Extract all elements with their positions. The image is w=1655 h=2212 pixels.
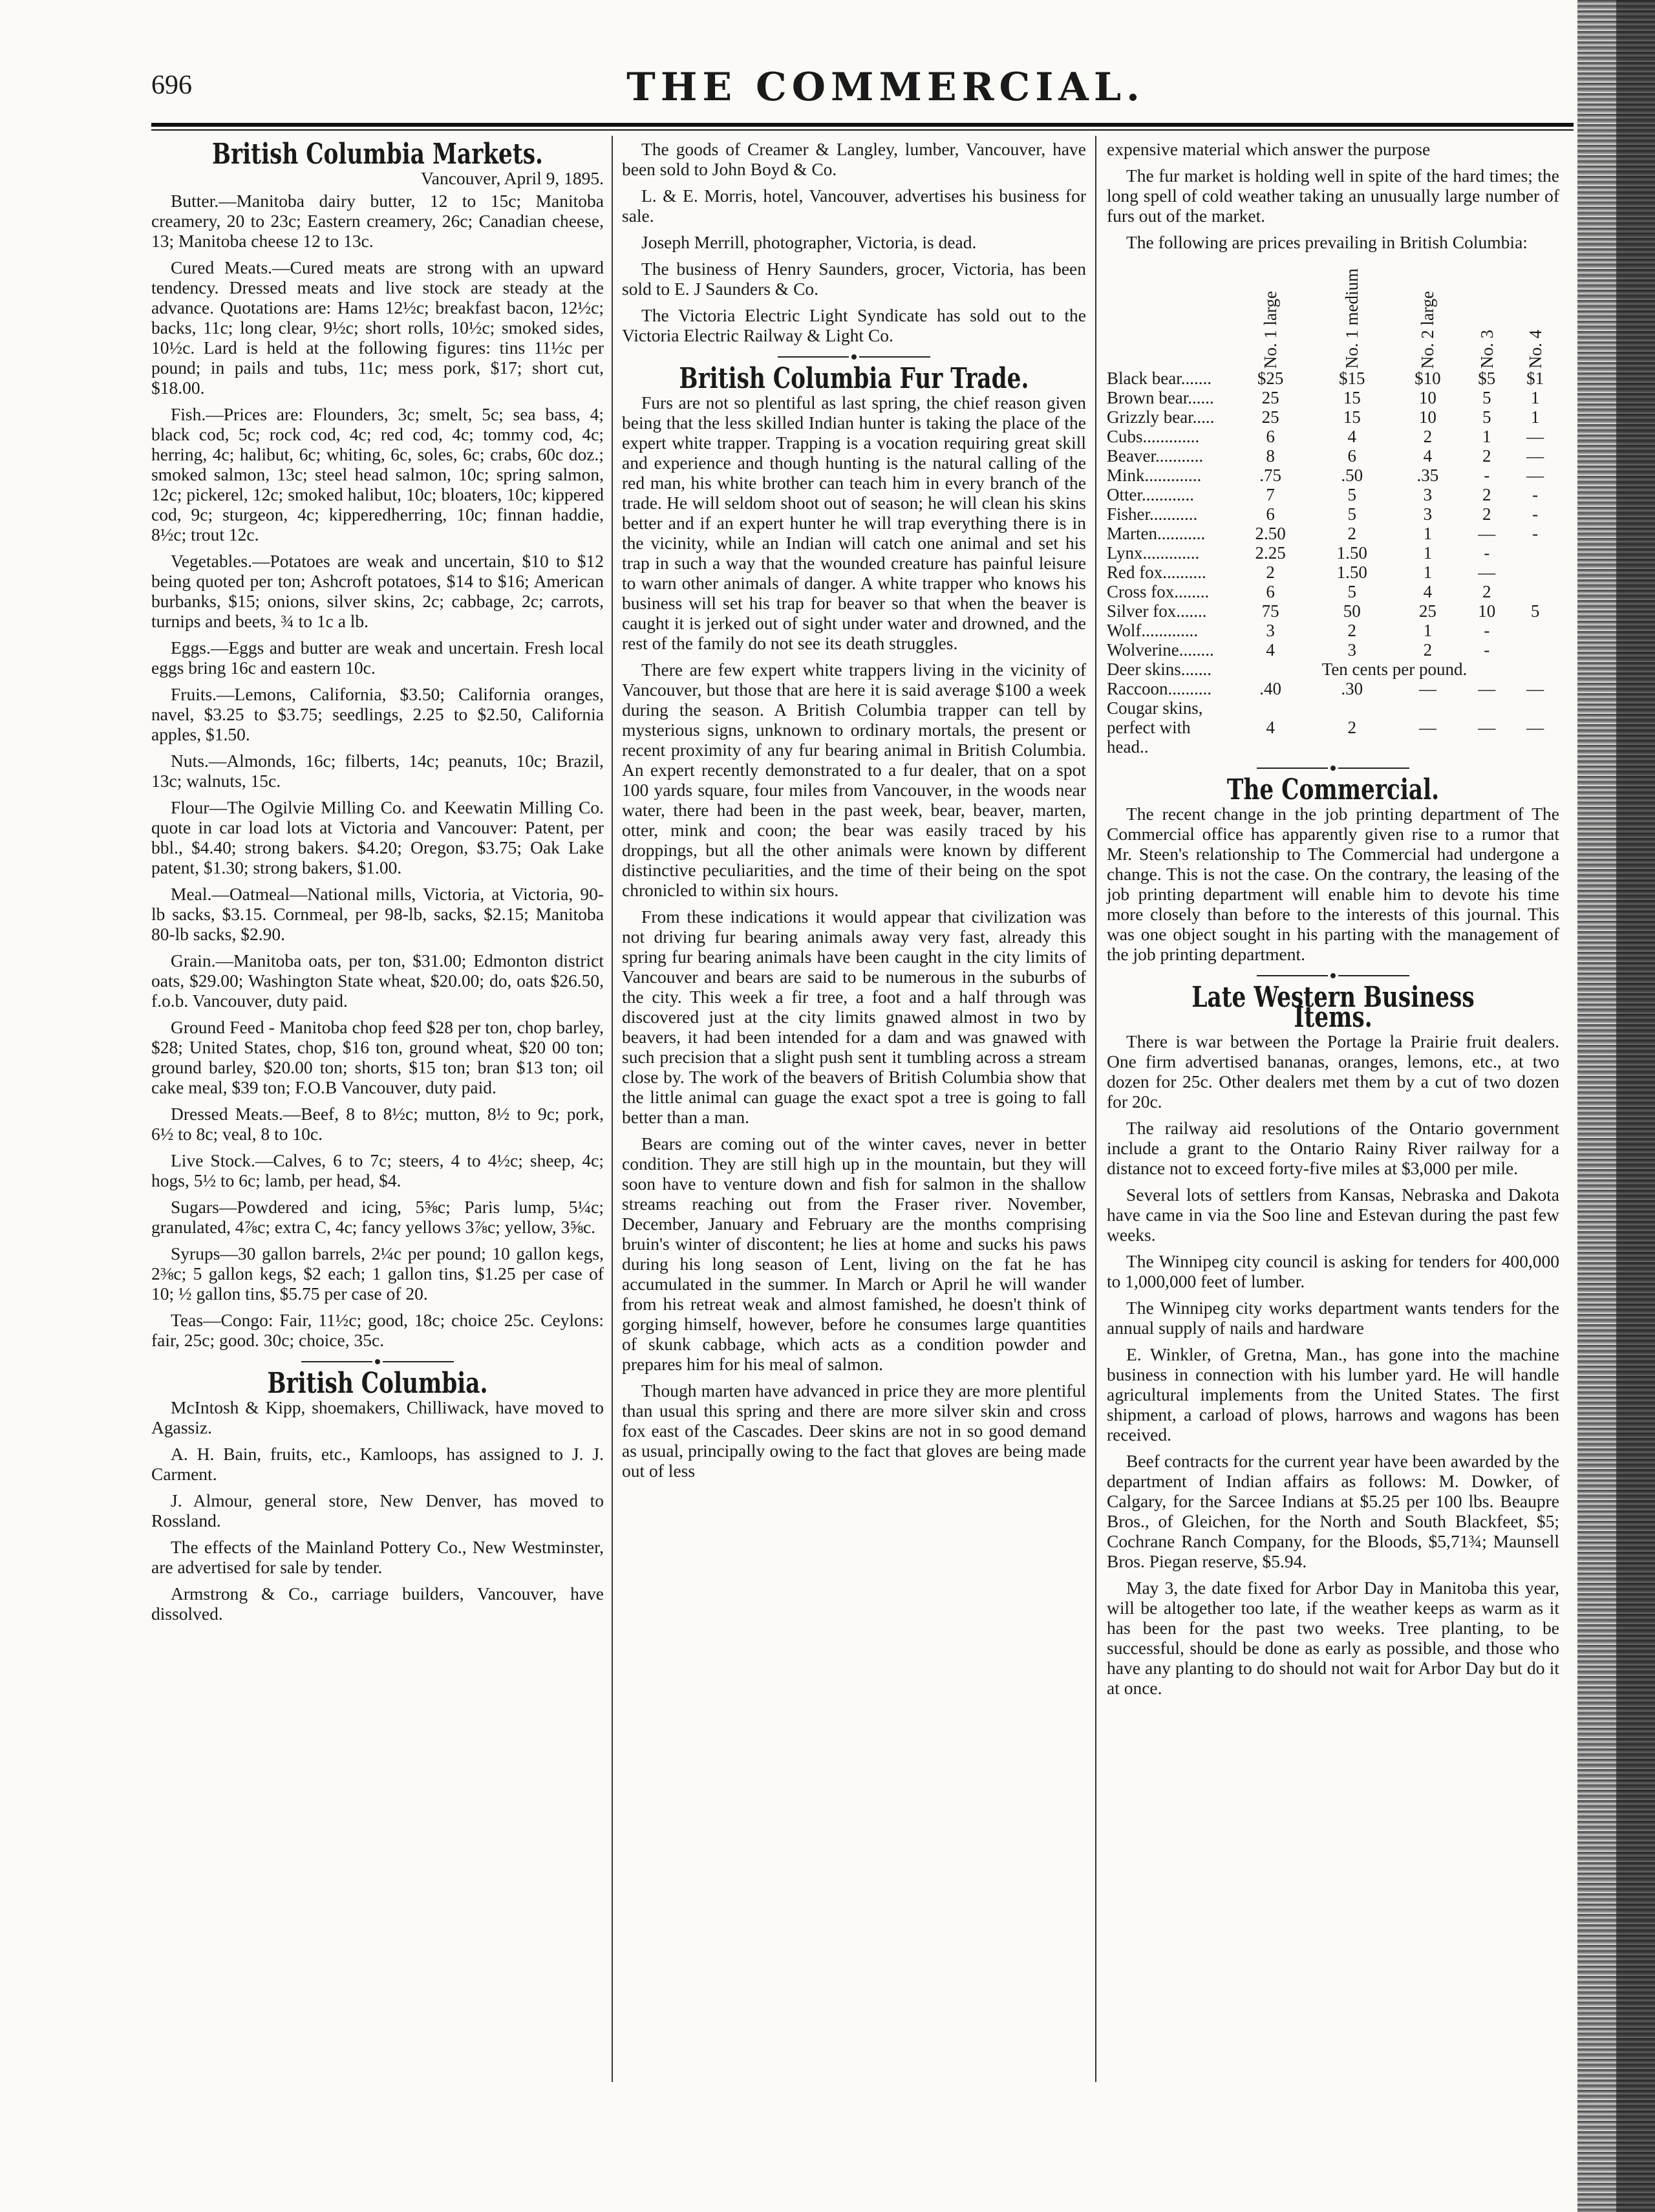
paragraph: Vegetables.—Potatoes are weak and uncertain, $10 to $12 being quoted per ton; Ashcroft potatoes, $14 to $16; American burbanks, $15; onions, silver skins, 2c; cabbage, 2c; carrots, turnips and beets, ¾ to 1c a lb. [151, 551, 604, 631]
paragraph: There is war between the Portage la Prairie fruit dealers. One firm advertised bananas, oranges, lemons, etc., at two dozen for 25c. Other dealers met them by a cut of two dozen for 20c. [1107, 1031, 1559, 1111]
paragraph: Furs are not so plentiful as last spring, the chief reason given being that the less skilled Indian hunter is taking the place of the expert white trapper. Trapping is a vocation requiring great skill and experience and though hunting is the natural calling of the red man, his white brother can teach him in every branch of the trade. He will seldom shoot out of season; he will clean his skins better and if an expert hunter he will trap everything there is in the vicinity, while an Indian will catch one animal and set his trap in such a way that the wounded creature has painful leisure to warn other animals of danger. A white trapper who knows his business will set his trap for beaver so that when the beaver is caught it is jerked out of sight under water and drowned, and the rest of the family do not see its death struggles. [622, 392, 1086, 653]
page-number: 696 [151, 70, 192, 100]
paragraph: There are few expert white trappers living in the vicinity of Vancouver, but those that are here it is said average $100 a week during the season. A British Columbia trapper can tell by mysterious signs, unknown to ordinary mortals, the present or recent proximity of any fur bearing animal in British Columbia. An expert recently demonstrated to a fur dealer, that on a spot 100 yards square, four miles from Vancouver, in the woods near water, there had been in the past week, bear, beaver, marten, otter, mink and coon; the bear was easily traced by his droppings, but all the other animals were known by different distinctive peculiarities, and the time of their being on the spot chronicled to within six hours. [622, 660, 1086, 900]
table-row: Mink............. .75 .50 .35 - — [1107, 466, 1544, 485]
paragraph: The goods of Creamer & Langley, lumber, Vancouver, have been sold to John Boyd & Co. [622, 139, 1086, 179]
column-2 [622, 139, 1086, 1487]
paragraph: Eggs.—Eggs and butter are weak and uncertain. Fresh local eggs bring 16c and eastern 10c. [151, 638, 604, 678]
paragraph: The railway aid resolutions of the Ontario government include a grant to the Ontario Rainy River railway for a distance not to exceed forty-five miles at $3,000 per mile. [1107, 1118, 1559, 1178]
table-row: Red fox.......... 2 1.50 1 — [1107, 563, 1496, 582]
table-row: Beaver........... 8 6 4 2 — [1107, 446, 1544, 466]
paragraph: Dressed Meats.—Beef, 8 to 8½c; mutton, 8½ to 9c; pork, 6½ to 8c; veal, 8 to 10c. [151, 1104, 604, 1144]
column-1 [151, 139, 604, 1630]
fur-price-table [1107, 259, 1559, 757]
paragraph: Teas—Congo: Fair, 11½c; good, 18c; choice 25c. Ceylons: fair, 25c; good. 30c; choice, 35c. [151, 1310, 604, 1350]
paragraph: Cured Meats.—Cured meats are strong with an upward tendency. Dressed meats and live stock are steady at the advance. Quotations are: Hams 12½c; breakfast bacon, 12½c; backs, 11c; long clear, 9½c; short rolls, 10½c; smoked sides, 10½c. Lard is held at the following figures: tins 11½c per pound; in pails and tubs, 11c; mess pork, $17; short cut, $18.00. [151, 257, 604, 398]
paragraph: Fruits.—Lemons, California, $3.50; California oranges, navel, $3.25 to $3.75; seedlings, 2.25 to $2.50, California apples, $1.50. [151, 684, 604, 744]
paragraph: J. Almour, general store, New Denver, has moved to Rossland. [151, 1490, 604, 1530]
paragraph: Armstrong & Co., carriage builders, Vancouver, have dissolved. [151, 1584, 604, 1624]
table-row: Grizzly bear..... 25 15 10 5 1 [1107, 407, 1540, 427]
page-edge-shadow [1616, 0, 1655, 2212]
table-row: Fisher........... 6 5 3 2 - [1107, 504, 1539, 524]
paragraph: May 3, the date fixed for Arbor Day in Manitoba this year, will be altogether too late, if the weather keeps as warm as it has been for the past two weeks. Tree planting, to be successful, should be done as early as possible, and those who have any planting to do should not wait for Arbor Day but do it at once. [1107, 1578, 1559, 1698]
table-header: No. 3 [1477, 330, 1497, 369]
section-separator [622, 354, 1086, 360]
table-row: Cougar skins, perfect with head.. 4 2 — — — [1107, 698, 1544, 757]
paragraph: McIntosh & Kipp, shoemakers, Chilliwack, have moved to Agassiz. [151, 1397, 604, 1437]
table-row: Brown bear...... 25 15 10 5 1 [1107, 388, 1540, 407]
paragraph: E. Winkler, of Gretna, Man., has gone into the machine business in connection with his lumber yard. He will handle agricultural implements from the United States. The first shipment, a carload of plows, harrows and wagons has been received. [1107, 1344, 1559, 1444]
paragraph: The Winnipeg city works department wants tenders for the annual supply of nails and hardware [1107, 1298, 1559, 1338]
paragraph: From these indications it would appear that civilization was not driving fur bearing animals away very fast, already this spring fur bearing animals have been caught in the city limits of Vancouver and bears are said to be numerous in the suburbs of the city. This week a fir tree, a foot and a half through was discovered just at the city limits gnawed almost in two by beavers, it had been intended for a dam and was gnawed with such precision that a slight push sent it tumbling across a stream close by. The work of the beavers of British Columbia show that the little animal can guage the exact spot a tree is going to fall better than a man. [622, 907, 1086, 1127]
column-divider [612, 136, 613, 2082]
paragraph: expensive material which answer the purpose [1107, 139, 1431, 159]
paragraph: Nuts.—Almonds, 16c; filberts, 14c; peanuts, 10c; Brazil, 13c; walnuts, 15c. [151, 751, 604, 791]
table-row: Wolf............. 3 2 1 - [1107, 621, 1490, 640]
section-separator [151, 1359, 604, 1364]
section-heading: British Columbia Markets. [211, 138, 544, 171]
table-row: Marten........... 2.50 2 1 — - [1107, 524, 1539, 543]
table-header: No. 1 medium [1342, 268, 1362, 369]
paragraph: The business of Henry Saunders, grocer, Victoria, has been sold to E. J Saunders & Co. [622, 259, 1086, 299]
masthead: THE COMMERCIAL. [626, 65, 1145, 110]
paragraph: Ground Feed - Manitoba chop feed $28 per ton, chop barley, $28; United States, chop, $16 ton, ground wheat, $20 00 ton; ground barley, $20.00 ton; shorts, $15 ton; bran $13 ton; oil cake meal, $39 ton; F.O.B Vancouver, duty paid. [151, 1017, 604, 1097]
paragraph: Fish.—Prices are: Flounders, 3c; smelt, 5c; sea bass, 4; black cod, 5c; rock cod, 4c; red cod, 4c; tommy cod, 4c; herring, 4c; halibut, 6c; whiting, 6c, soles, 6c; crabs, 60c doz.; smoked salmon, 13c; steel head salmon, 10c; spring salmon, 12c; pickerel, 12c; smoked halibut, 10c; bloaters, 10c; kippered cod, 9c; sturgeon, 4c; kipperedherring, 10c; finnan haddie, 8½c; trout 12c. [151, 404, 604, 544]
paragraph: L. & E. Morris, hotel, Vancouver, advertises his business for sale. [622, 186, 1086, 226]
table-row: Cubs............. 6 4 2 1 — [1107, 427, 1544, 446]
table-row: Otter............ 7 5 3 2 - [1107, 485, 1539, 504]
table-header: No. 4 [1525, 330, 1545, 369]
paragraph: Bears are coming out of the winter caves, never in better condition. They are still high up in the mountain, but they will soon have to venture down and fish for salmon in the shallow streams reaching out from the Fraser river. November, December, January and February are the months comprising bruin's winter of discontent; he lies at home and sucks his paws during his long season of Lent, living on the fat he has accumulated in the summer. In March or April he will wander from his retreat weak and almost famished, he doesn't think of gorging himself, however, before he consumes large quantities of skunk cabbage, which acts as a condition powder and prepares him for his meal of salmon. [622, 1133, 1086, 1374]
paragraph: The Victoria Electric Light Syndicate has sold out to the Victoria Electric Railway & Light Co. [622, 305, 1086, 345]
paragraph: The Winnipeg city council is asking for tenders for 400,000 to 1,000,000 feet of lumber. [1107, 1251, 1559, 1291]
table-header-row [1107, 259, 1559, 369]
paragraph: The recent change in the job printing department of The Commercial office has apparently given rise to a rumor that Mr. Steen's relationship to The Commercial had undergone a change. This is not the case. On the contrary, the leasing of the job printing department will enable him to devote his time more closely than before to the interests of this journal. This was one object sought in his parting with the management of the job printing department. [1107, 804, 1559, 964]
column-3 [1107, 139, 1559, 1704]
paragraph: The following are prices prevailing in British Columbia: [1126, 232, 1528, 252]
section-separator [1107, 766, 1559, 771]
paragraph: The fur market is holding well in spite of the hard times; the long spell of cold weather taking an unusually large number of furs out of the market. [1107, 166, 1559, 226]
paragraph: Flour—The Ogilvie Milling Co. and Keewatin Milling Co. quote in car load lots at Victoria and Vancouver: Patent, per bbl., $4.40; strong bakers. $4.20; Oregon, $3.75; Oak Lake patent, $1.30; strong bakers, $1.00. [151, 797, 604, 877]
paragraph: Live Stock.—Calves, 6 to 7c; steers, 4 to 4½c; sheep, 4c; hogs, 5½ to 6c; lamb, per head, $4. [151, 1150, 604, 1190]
paragraph: Sugars—Powdered and icing, 5⅝c; Paris lump, 5¼c; granulated, 4⅞c; extra C, 4c; fancy yellows 3⅞c; yellow, 3⅝c. [151, 1197, 604, 1237]
table-row: Black bear....... $25 $15 $10 $5 $1 [1107, 369, 1544, 388]
paragraph: Butter.—Manitoba dairy butter, 12 to 15c; Manitoba creamery, 20 to 23c; Eastern creamery, 26c; Canadian cheese, 13; Manitoba cheese 12 to 13c. [151, 191, 604, 251]
paragraph: Beef contracts for the current year have been awarded by the department of Indian affairs as follows: M. Dowker, of Calgary, for the Sarcee Indians at $5.25 per 100 lbs. Beaupre Bros., of Gleichen, for the North and South Blackfeet, $5; Cochrane Ranch Company, for the Bloods, $5,71¾; Maunsell Bros. Piegan reserve, $5.94. [1107, 1451, 1559, 1571]
table-row: Wolverine........ 4 3 2 - [1107, 640, 1490, 660]
header-rule-thin [151, 129, 1574, 131]
section-heading: British Columbia Fur Trade. [679, 362, 1029, 395]
table-row: Silver fox....... 75 50 25 10 5 [1107, 601, 1540, 621]
section-heading: Late Western Business Items. [1191, 981, 1475, 1034]
paragraph: Meal.—Oatmeal—National mills, Victoria, at Victoria, 90-lb sacks, $3.15. Cornmeal, per 98-lb, sacks, $2.15; Manitoba 80-lb sacks, $2.90. [151, 884, 604, 944]
table-row: Cross fox........ 6 5 4 2 [1107, 582, 1491, 601]
table-row: Raccoon.......... .40 .30 — — — [1107, 679, 1544, 698]
column-divider [1095, 136, 1096, 2082]
paragraph: Grain.—Manitoba oats, per ton, $31.00; Edmonton district oats, $29.00; Washington State wheat, $20.00; do, oats $26.50, f.o.b. Vancouver, duty paid. [151, 950, 604, 1011]
table-row: Deer skins....... Ten cents per pound. [1107, 660, 1468, 679]
table-row: Lynx............. 2.25 1.50 1 - [1107, 543, 1490, 563]
section-heading: The Commercial. [1226, 773, 1440, 806]
table-header: No. 1 large [1261, 290, 1281, 369]
section-separator [1107, 973, 1559, 978]
paragraph: Several lots of settlers from Kansas, Nebraska and Dakota have came in via the Soo line and Estevan during the past few weeks. [1107, 1185, 1559, 1245]
paragraph: A. H. Bain, fruits, etc., Kamloops, has assigned to J. J. Carment. [151, 1444, 604, 1484]
section-heading: British Columbia. [267, 1367, 488, 1400]
paragraph: Joseph Merrill, photographer, Victoria, is dead. [641, 232, 977, 252]
paragraph: The effects of the Mainland Pottery Co., New Westminster, are advertised for sale by tender. [151, 1537, 604, 1577]
table-body [1107, 369, 1559, 757]
paragraph: Syrups—30 gallon barrels, 2¼c per pound; 10 gallon kegs, 2⅜c; 5 gallon kegs, $2 each; 1 gallon tins, $1.25 per case of 10; ½ gallon tins, $5.75 per case of 20. [151, 1243, 604, 1304]
header-rule [151, 123, 1574, 127]
table-header: No. 2 large [1418, 290, 1438, 369]
table-header-blank [1107, 259, 1230, 369]
dateline: Vancouver, April 9, 1895. [420, 168, 604, 188]
paragraph: Though marten have advanced in price they are more plentiful than usual this spring and there are more silver skin and cross fox east of the Cascades. Deer skins are not in so good demand as usual, principally owing to the fact that gloves are being made out of less [622, 1380, 1086, 1481]
